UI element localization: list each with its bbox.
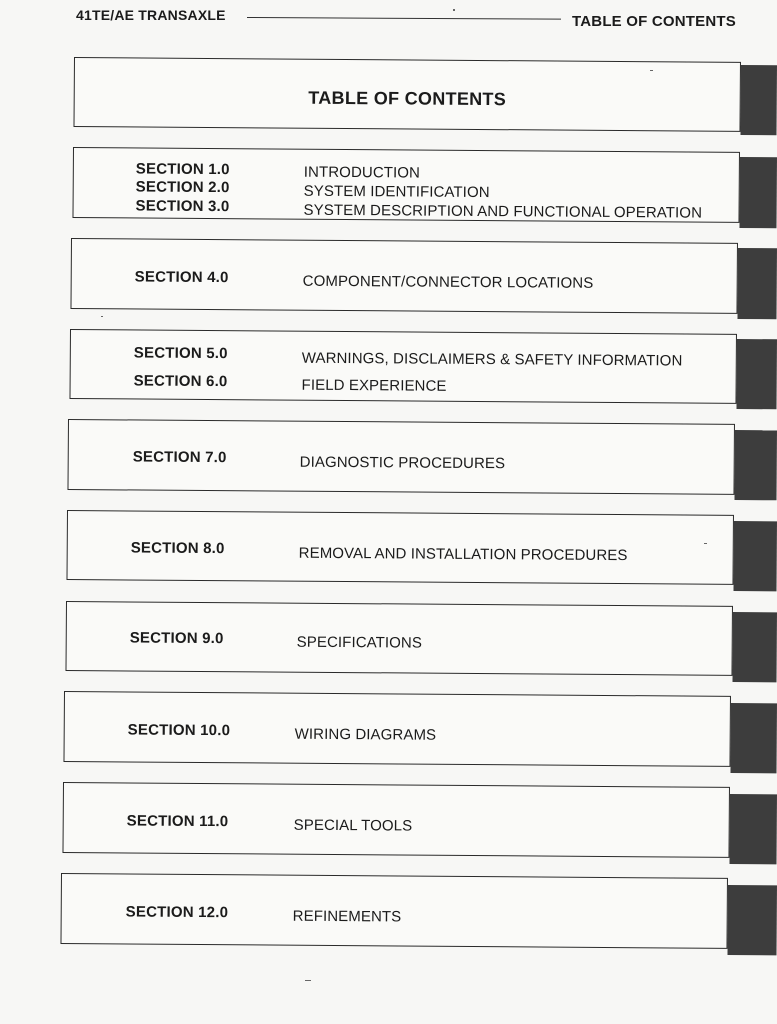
toc-group-7 [63, 691, 731, 767]
scan-speck [305, 980, 311, 981]
toc-group-2 [70, 238, 738, 314]
group-5-edge-tab [733, 521, 777, 591]
section-title: DIAGNOSTIC PROCEDURES [299, 453, 506, 473]
section-title: SPECIAL TOOLS [293, 816, 413, 835]
section-number: SECTION 3.0 [135, 197, 230, 216]
section-number: SECTION 8.0 [130, 539, 225, 558]
section-number: SECTION 10.0 [127, 721, 231, 740]
scan-speck [650, 70, 653, 71]
title-box-edge-tab [740, 65, 777, 135]
section-number: SECTION 5.0 [133, 344, 228, 363]
section-number: SECTION 2.0 [135, 178, 230, 197]
toc-group-5 [66, 510, 733, 585]
section-number: SECTION 9.0 [129, 629, 224, 648]
section-title: INTRODUCTION [303, 163, 421, 182]
group-6-edge-tab [732, 612, 777, 682]
group-9-edge-tab [727, 885, 777, 955]
scan-speck [101, 316, 103, 317]
group-8-edge-tab [729, 794, 777, 864]
section-title: WARNINGS, DISCLAIMERS & SAFETY INFORMATION [301, 349, 683, 370]
section-title: REFINEMENTS [292, 907, 402, 926]
toc-title-box [73, 57, 740, 132]
toc-group-3 [69, 329, 736, 404]
group-4-edge-tab [734, 430, 777, 500]
group-2-edge-tab [737, 248, 777, 319]
toc-group-9 [60, 873, 728, 949]
group-7-edge-tab [730, 703, 777, 773]
section-title: COMPONENT/CONNECTOR LOCATIONS [302, 272, 594, 292]
section-title: FIELD EXPERIENCE [301, 376, 447, 395]
group-3-edge-tab [736, 339, 777, 409]
section-number: SECTION 6.0 [133, 372, 228, 391]
section-title: SYSTEM DESCRIPTION AND FUNCTIONAL OPERATION [303, 201, 703, 222]
section-title: REMOVAL AND INSTALLATION PROCEDURES [298, 544, 628, 565]
toc-group-8 [62, 782, 730, 858]
section-title: SYSTEM IDENTIFICATION [303, 182, 490, 202]
toc-group-6 [65, 601, 732, 676]
scan-speck [704, 543, 707, 544]
section-number: SECTION 7.0 [132, 448, 227, 467]
section-number: SECTION 12.0 [125, 903, 229, 922]
header-section-title: TABLE OF CONTENTS [572, 13, 736, 30]
toc-group-4 [67, 419, 735, 495]
header-document-title: 41TE/AE TRANSAXLE [76, 7, 226, 23]
header-rule [247, 17, 561, 20]
section-number: SECTION 1.0 [135, 160, 230, 179]
toc-group-1 [72, 147, 740, 223]
scan-speck [453, 9, 455, 11]
section-number: SECTION 4.0 [134, 268, 229, 287]
toc-title: TABLE OF CONTENTS [308, 87, 507, 110]
section-title: SPECIFICATIONS [296, 633, 423, 652]
section-title: WIRING DIAGRAMS [294, 725, 437, 744]
group-1-edge-tab [739, 157, 777, 228]
section-number: SECTION 11.0 [126, 812, 229, 831]
